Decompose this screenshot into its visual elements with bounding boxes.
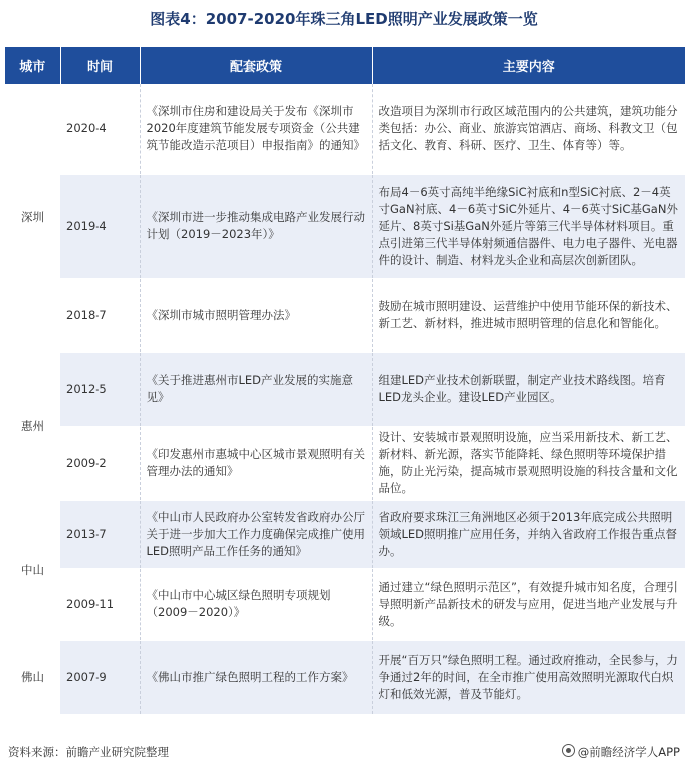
content-cell: 设计、安装城市景观照明设施，应当采用新技术、新工艺、新材料、新光源，落实节能降耗、绿色照明等环境保护措施，防止光污染，提高城市景观照明设施的科技含量和文化品位。	[372, 426, 685, 500]
table-row	[5, 426, 685, 500]
policy-cell: 《中山市人民政府办公室转发省政府办公厅关于进一步加大工作力度确保完成推广使用LED照明产品工作任务的通知》	[140, 500, 372, 568]
table-row	[5, 500, 685, 568]
date-cell: 2013-7	[60, 500, 140, 568]
city-cell: 佛山	[5, 640, 60, 714]
table-header-row	[5, 47, 685, 84]
table-row	[5, 174, 685, 278]
page-title: 图表4：2007-2020年珠三角LED照明产业发展政策一览	[150, 10, 538, 28]
content-cell: 改造项目为深圳市行政区域范围内的公共建筑，建筑功能分类包括：办公、商业、旅游宾馆酒店、商场、科教文卫（包括文化、教育、科研、医疗、卫生、体育等）等。	[372, 84, 685, 174]
date-cell: 2012-5	[60, 352, 140, 426]
city-cell: 惠州	[5, 352, 60, 500]
city-cell: 深圳	[5, 84, 60, 352]
policy-cell: 《关于推进惠州市LED产业发展的实施意见》	[140, 352, 372, 426]
content-cell: 鼓励在城市照明建设、运营维护中使用节能环保的新技术、新工艺、新材料，推进城市照明管理的信息化和智能化。	[372, 278, 685, 352]
city-cell: 中山	[5, 500, 60, 640]
policy-cell: 《深圳市进一步推动集成电路产业发展行动计划（2019－2023年）》	[140, 174, 372, 278]
content-cell: 通过建立“绿色照明示范区”，有效提升城市知名度，合理引导照明新产品新技术的研发与应用，促进当地产业发展与升级。	[372, 568, 685, 640]
table-row	[5, 568, 685, 640]
date-cell: 2018-7	[60, 278, 140, 352]
date-cell: 2009-11	[60, 568, 140, 640]
source-note: 资料来源：前瞻产业研究院整理	[8, 745, 169, 759]
date-cell: 2009-2	[60, 426, 140, 500]
header-policy: 配套政策	[140, 47, 372, 84]
date-cell: 2019-4	[60, 174, 140, 278]
table-row	[5, 278, 685, 352]
header-city: 城市	[5, 47, 60, 84]
content-cell: 开展“百万只”绿色照明工程。通过政府推动，全民参与，力争通过2年的时间，在全市推广使用高效照明光源取代白炽灯和低效光源，普及节能灯。	[372, 640, 685, 714]
header-date: 时间	[60, 47, 140, 84]
policy-cell: 《佛山市推广绿色照明工程的工作方案》	[140, 640, 372, 714]
table-row	[5, 352, 685, 426]
table-row	[5, 640, 685, 714]
policy-table	[5, 47, 685, 715]
content-cell: 省政府要求珠江三角洲地区必须于2013年底完成公共照明领域LED照明推广应用任务，并纳入省政府工作报告重点督办。	[372, 500, 685, 568]
brand-logo-icon	[562, 744, 575, 757]
policy-cell: 《深圳市城市照明管理办法》	[140, 278, 372, 352]
brand-credit-text: @前瞻经济学人APP	[577, 745, 680, 759]
policy-cell: 《中山市中心城区绿色照明专项规划（2009－2020）》	[140, 568, 372, 640]
content-cell: 组建LED产业技术创新联盟，制定产业技术路线图。培育LED龙头企业。建设LED产业园区。	[372, 352, 685, 426]
date-cell: 2007-9	[60, 640, 140, 714]
brand-credit	[562, 744, 680, 760]
content-cell: 布局4－6英寸高纯半绝缘SiC衬底和n型SiC衬底、2－4英寸GaN衬底、4－6英寸SiC外延片、4－6英寸SiC基GaN外延片、8英寸Si基GaN外延片等第三代半导体材料项目。重点引进第三代半导体射频通信器件、电力电子器件、光电器件的设计、制造、材料龙头企业和高层次创新团队。	[372, 174, 685, 278]
policy-cell: 《印发惠州市惠城中心区城市景观照明有关管理办法的通知》	[140, 426, 372, 500]
date-cell: 2020-4	[60, 84, 140, 174]
table-row	[5, 84, 685, 174]
policy-cell: 《深圳市住房和建设局关于发布《深圳市2020年度建筑节能发展专项资金（公共建筑节能改造示范项目）申报指南》的通知》	[140, 84, 372, 174]
header-content: 主要内容	[372, 47, 685, 84]
